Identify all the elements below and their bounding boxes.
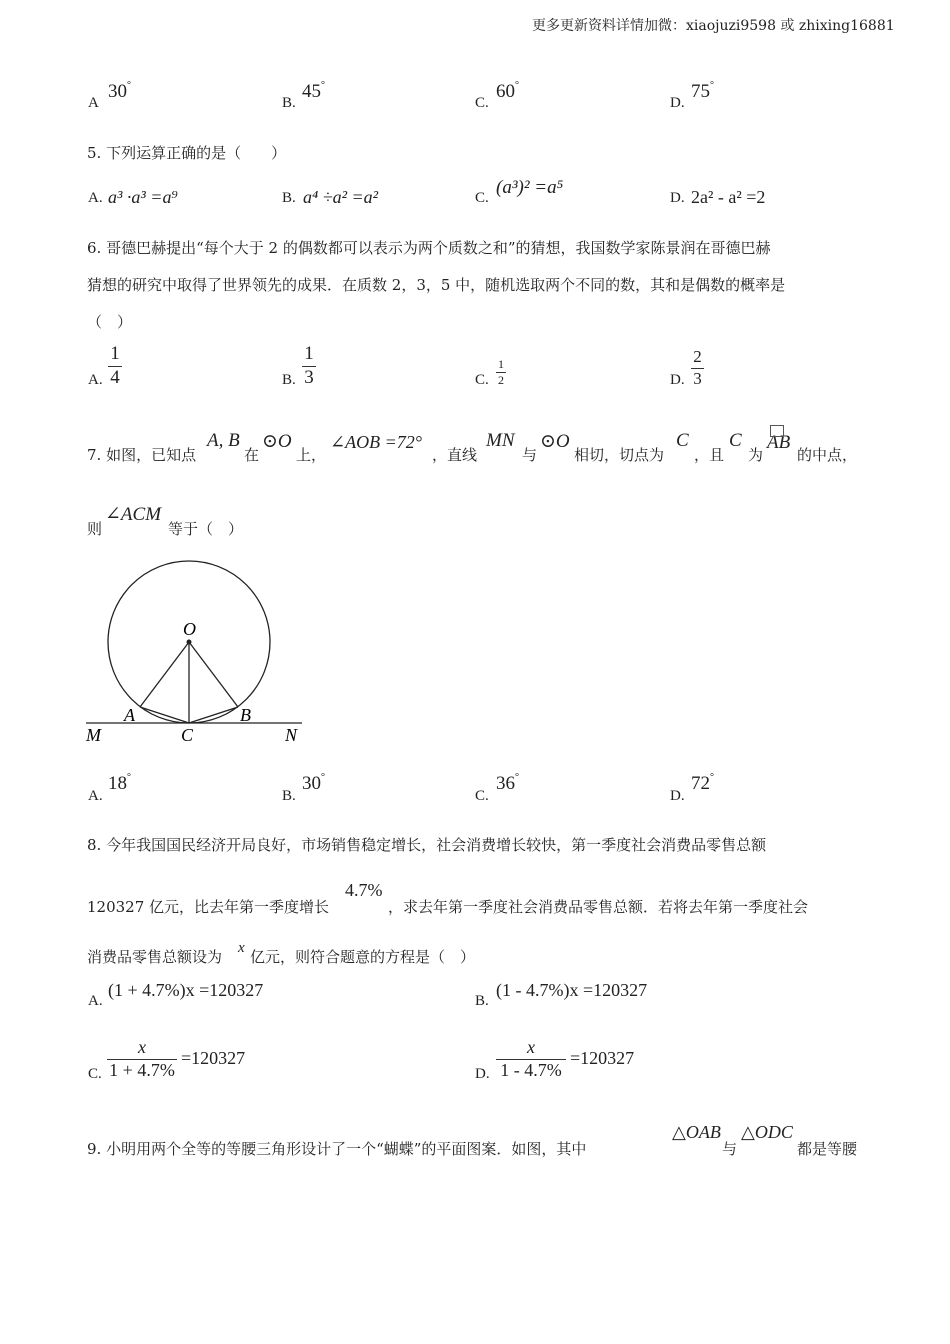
q5-option-c-expr: (a³)² =a⁵	[496, 177, 564, 198]
q7-math-c: C	[676, 430, 689, 451]
q7-math-circle-o-2: ⊙O	[540, 431, 570, 452]
q6-option-a-label: A.	[88, 372, 103, 388]
q8-line3-b: 亿元，则符合题意的方程是（ ）	[250, 948, 476, 966]
q7-math-c-2: C	[729, 430, 742, 451]
label-b: B	[240, 705, 251, 725]
q7-circle-tangent-figure	[80, 555, 320, 755]
label-o: O	[183, 619, 196, 639]
q7-option-c-value: 36°	[496, 772, 519, 794]
q8-option-b-expr: (1 - 4.7%)x =120327	[496, 980, 648, 1000]
q6-option-c-label: C.	[475, 372, 489, 388]
label-n: N	[285, 725, 298, 745]
q5-stem: 5. 下列运算正确的是（ ）	[87, 144, 287, 162]
q8-option-b-label: B.	[475, 993, 489, 1009]
q5-option-c-label: C.	[475, 190, 489, 206]
q7-text-4: ，直线	[432, 446, 478, 464]
q6-option-c-fraction: 1 2	[498, 357, 504, 388]
q6-option-d-label: D.	[670, 372, 685, 388]
q8-line2-b: ，求去年第一季度社会消费品零售总额．若将去年第一季度社会	[388, 898, 809, 916]
q9-math-oab: △OAB	[672, 1122, 721, 1142]
q4-option-b-value: 45°	[302, 80, 325, 102]
header-note: 更多更新资料详情加微：xiaojuzi9598 或 zhixing16881	[532, 18, 895, 34]
segment-ob	[189, 642, 238, 707]
segment-ac	[140, 707, 189, 723]
q7-text-7: ，且	[694, 446, 725, 464]
label-a: A	[124, 705, 135, 725]
q7-option-a-label: A.	[88, 788, 103, 804]
q4-option-a-label: A	[88, 95, 99, 111]
q6-option-b-fraction: 1 3	[302, 344, 316, 389]
q4-option-c-label: C.	[475, 95, 489, 111]
q7-math-ab: A, B	[207, 430, 240, 451]
q6-option-a-fraction: 1 4	[108, 344, 122, 389]
q4-option-c-value: 60°	[496, 80, 519, 102]
q8-line2-a: 120327 亿元，比去年第一季度增长	[87, 898, 330, 916]
q7-text-3: 上，	[296, 446, 327, 464]
q5-option-a-expr: a³ ·a³ =a⁹	[108, 187, 178, 207]
q8-option-d-rhs: =120327	[570, 1048, 635, 1068]
q7-text-5: 与	[522, 446, 538, 464]
q7-text-8: 为	[748, 446, 764, 464]
q7-text-9: 的中点，	[797, 446, 858, 464]
q8-var-x: x	[238, 940, 245, 956]
q7-option-a-value: 18°	[108, 772, 131, 794]
q8-option-c-rhs: =120327	[181, 1048, 246, 1068]
q4-option-b-label: B.	[282, 95, 296, 111]
q7-math-angle-aob: ∠AOB =72°	[330, 432, 422, 452]
q5-option-d-expr: 2a² - a² =2	[691, 187, 766, 207]
q8-option-d-label: D.	[475, 1066, 490, 1082]
q6-option-d-fraction: 2 3	[691, 348, 704, 388]
arc-symbol-icon	[770, 425, 784, 437]
q6-option-b-label: B.	[282, 372, 296, 388]
q7-math-angle-acm: ∠ACM	[105, 504, 162, 525]
q7-option-c-label: C.	[475, 788, 489, 804]
q8-line3-a: 消费品零售总额设为	[87, 948, 223, 966]
q7-text-1: 7. 如图，已知点	[87, 446, 197, 464]
q7-math-arc-ab: AB	[767, 432, 790, 454]
center-point-o	[187, 640, 192, 645]
segment-oa	[140, 642, 189, 707]
q4-option-d-value: 75°	[691, 80, 714, 102]
label-c: C	[181, 725, 194, 745]
q9-text-3: 都是等腰	[797, 1140, 858, 1158]
q7-option-b-label: B.	[282, 788, 296, 804]
label-m: M	[86, 725, 101, 745]
q8-option-c-fraction: x 1 + 4.7%	[107, 1038, 177, 1081]
q7-math-mn: MN	[486, 430, 515, 451]
q8-option-a-expr: (1 + 4.7%)x =120327	[108, 980, 264, 1000]
q9-text-2: 与	[722, 1140, 738, 1158]
q8-option-d-fraction: x 1 - 4.7%	[496, 1038, 566, 1081]
q7-option-d-value: 72°	[691, 772, 714, 794]
q5-option-a-label: A.	[88, 190, 103, 206]
q4-option-a-value: 30°	[108, 80, 131, 102]
q7-text-6: 相切，切点为	[574, 446, 665, 464]
q7-text-11: 等于（ ）	[168, 520, 244, 538]
q7-text-2: 在	[244, 446, 260, 464]
q5-option-b-expr: a⁴ ÷a² =a²	[303, 187, 379, 207]
q7-math-circle-o: ⊙O	[262, 431, 292, 452]
q5-option-b-label: B.	[282, 190, 296, 206]
q7-option-d-label: D.	[670, 788, 685, 804]
q5-option-d-label: D.	[670, 190, 685, 206]
q6-line2: 猜想的研究中取得了世界领先的成果．在质数 2，3，5 中，随机选取两个不同的数，其和是偶数的概率是	[87, 276, 786, 294]
q8-option-a-label: A.	[88, 993, 103, 1009]
q7-text-10: 则	[87, 520, 103, 538]
q9-text-1: 9. 小明用两个全等的等腰三角形设计了一个“蝴蝶”的平面图案．如图，其中	[87, 1140, 587, 1158]
q8-line1: 8. 今年我国国民经济开局良好，市场销售稳定增长，社会消费增长较快，第一季度社会消费品零售总额	[87, 836, 767, 854]
q8-rate: 4.7%	[345, 880, 383, 900]
q8-option-c-label: C.	[88, 1066, 102, 1082]
q6-line3: （ ）	[87, 313, 133, 331]
q7-option-b-value: 30°	[302, 772, 325, 794]
q9-math-odc: △ODC	[741, 1122, 793, 1142]
q6-line1: 6. 哥德巴赫提出“每个大于 2 的偶数都可以表示为两个质数之和”的猜想，我国数学家陈景润在哥德巴赫	[87, 239, 771, 257]
segment-bc	[189, 707, 238, 723]
q4-option-d-label: D.	[670, 95, 685, 111]
